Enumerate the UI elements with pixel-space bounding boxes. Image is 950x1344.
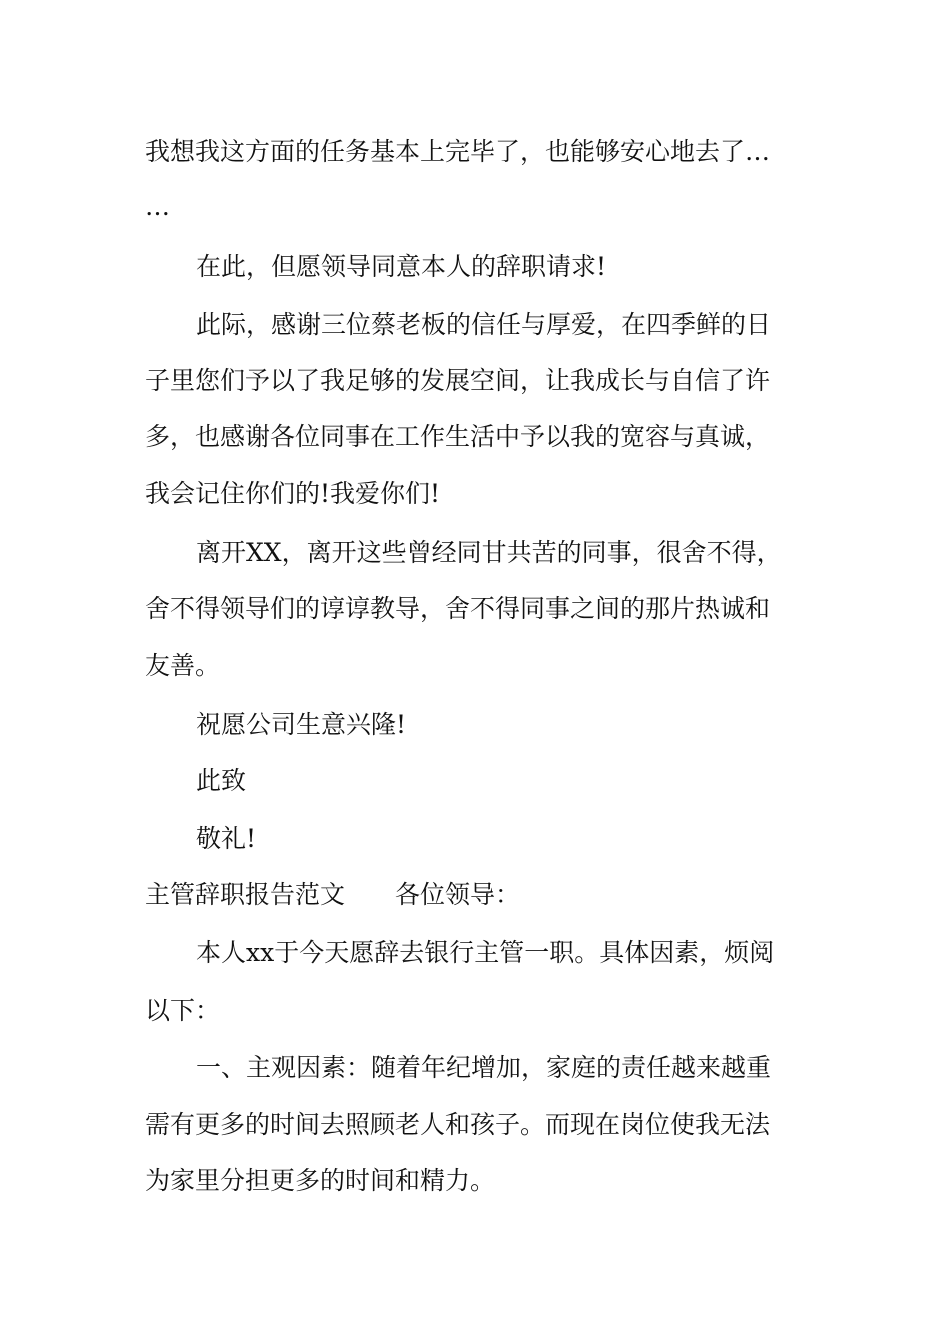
paragraph-line: 敬礼!	[196, 824, 257, 853]
paragraph-line: 我想我这方面的任务基本上完毕了，也能够安心地去了…	[145, 137, 771, 166]
paragraph-line: 友善。	[145, 651, 221, 680]
salutation: 各位领导：	[395, 880, 521, 909]
paragraph-line: 此致	[196, 766, 247, 795]
paragraph-line: 离开XX，离开这些曾经同甘共苦的同事，很舍不得，	[196, 538, 782, 567]
paragraph-line: …	[145, 192, 170, 221]
section-heading-line	[145, 879, 815, 911]
paragraph-line: 我会记住你们的!我爱你们!	[145, 479, 441, 508]
paragraph-line: 子里您们予以了我足够的发展空间，让我成长与自信了许	[145, 366, 771, 395]
paragraph-line: 一、主观因素：随着年纪增加，家庭的责任越来越重	[196, 1053, 772, 1082]
paragraph-line: 舍不得领导们的谆谆教导，舍不得同事之间的那片热诚和	[145, 594, 771, 623]
paragraph-line: 为家里分担更多的时间和精力。	[145, 1166, 496, 1195]
paragraph-line: 在此，但愿领导同意本人的辞职请求!	[196, 252, 607, 281]
paragraph-line: 以下：	[145, 996, 221, 1025]
paragraph-line: 多，也感谢各位同事在工作生活中予以我的宽容与真诚，	[145, 422, 771, 451]
paragraph-line: 需有更多的时间去照顾老人和孩子。而现在岗位使我无法	[145, 1110, 771, 1139]
paragraph-line: 此际，感谢三位蔡老板的信任与厚爱，在四季鲜的日	[196, 310, 772, 339]
section-title: 主管辞职报告范文	[145, 880, 346, 909]
paragraph-line: 本人xx于今天愿辞去银行主管一职。具体因素，烦阅	[196, 938, 775, 967]
paragraph-line: 祝愿公司生意兴隆!	[196, 710, 407, 739]
